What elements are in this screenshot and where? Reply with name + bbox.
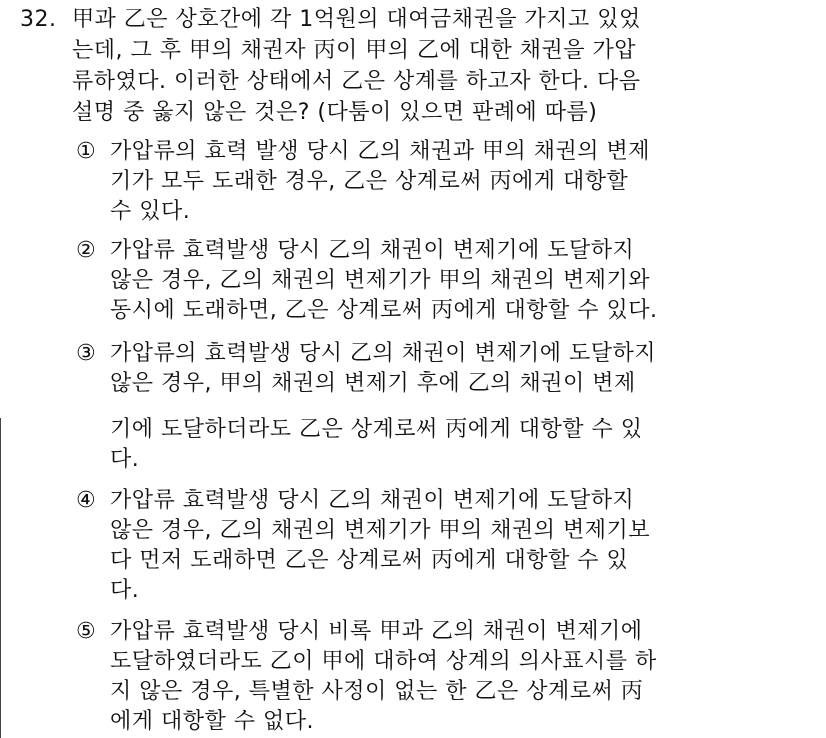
question-number: 32. (20, 7, 57, 32)
option-line: 동시에 도래하면, 乙은 상계로써 丙에게 대항할 수 있다. (110, 298, 658, 323)
question-line: 는데, 그 후 甲의 채권자 丙이 甲의 乙에 대한 채권을 가압 (72, 38, 636, 63)
option-line: 않은 경우, 甲의 채권의 변제기 후에 乙의 채권이 변제 (110, 371, 636, 396)
question-line: 설명 중 옳지 않은 것은? (다툼이 있으면 판례에 따름) (72, 100, 598, 125)
option-line: 기에 도달하더라도 乙은 상계로써 丙에게 대항할 수 있 (110, 417, 643, 442)
question-line: 류하였다. 이러한 상태에서 乙은 상계를 하고자 한다. 다음 (72, 69, 641, 94)
option-line: 다. (110, 578, 140, 603)
margin-rule (0, 418, 1, 738)
question-line: 甲과 乙은 상호간에 각 1억원의 대여금채권을 가지고 있었 (72, 7, 641, 32)
option-line: 않은 경우, 乙의 채권의 변제기가 甲의 채권의 변제기와 (110, 268, 650, 293)
option-line: 가압류 효력발생 당시 비록 甲과 乙의 채권이 변제기에 (110, 619, 643, 644)
option-line: 가압류 효력발생 당시 乙의 채권이 변제기에 도달하지 (110, 238, 635, 263)
option-line: 다. (110, 447, 140, 472)
option-marker: ④ (76, 488, 96, 513)
option-marker: ① (76, 139, 96, 164)
option-marker: ⑤ (76, 619, 96, 644)
option-marker: ② (76, 238, 96, 263)
option-line: 지 않은 경우, 특별한 사정이 없는 한 乙은 상계로써 丙 (110, 679, 644, 704)
option-line: 가압류 효력발생 당시 乙의 채권이 변제기에 도달하지 (110, 488, 635, 513)
option-line: 기가 모두 도래한 경우, 乙은 상계로써 丙에게 대항할 (110, 169, 629, 194)
option-line: 가압류의 효력발생 당시 乙의 채권이 변제기에 도달하지 (110, 341, 657, 366)
option-line: 다 먼저 도래하면 乙은 상계로써 丙에게 대항할 수 있 (110, 548, 629, 573)
option-line: 에게 대항할 수 없다. (110, 709, 314, 734)
option-marker: ③ (76, 341, 96, 366)
option-line: 않은 경우, 乙의 채권의 변제기가 甲의 채권의 변제기보 (110, 518, 650, 543)
option-line: 도달하였더라도 乙이 甲에 대하여 상계의 의사표시를 하 (110, 649, 657, 674)
option-line: 수 있다. (110, 199, 191, 224)
option-line: 가압류의 효력 발생 당시 乙의 채권과 甲의 채권의 변제 (110, 139, 650, 164)
